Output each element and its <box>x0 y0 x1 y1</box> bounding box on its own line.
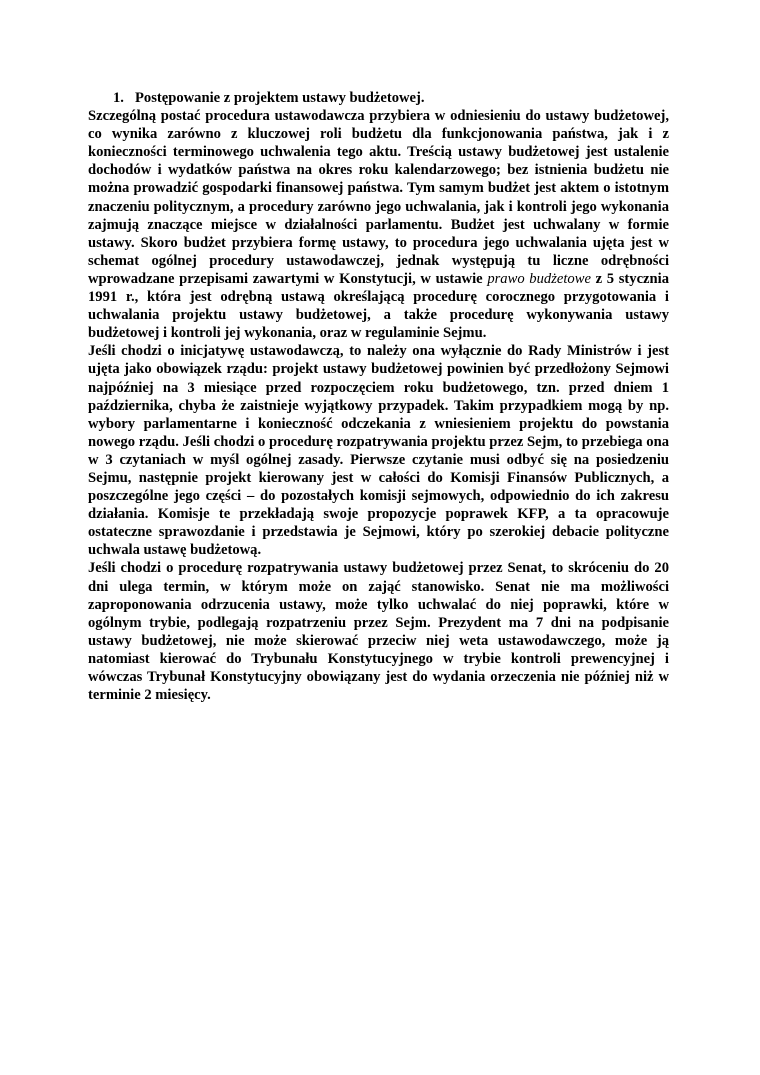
paragraph-budget-procedure <box>88 107 669 342</box>
paragraph-1-text-end: z 5 stycznia 1991 r., która jest odrębną ustawą określającą procedurę corocznego przygotowania i uchwalania projektu ustawy budżetowej, a także procedurę wykonywania ustawy budżetowej i kontroli jej wykonania, oraz w regulaminie Sejmu. <box>88 270 669 342</box>
paragraph-1-italic-act-name: prawo budżetowe <box>487 270 591 287</box>
section-number: 1. <box>113 90 124 106</box>
paragraph-senate-procedure: Jeśli chodzi o procedurę rozpatrywania ustawy budżetowej przez Senat, to skróceniu do 20 dni ulega termin, w którym może on zająć stanowisko. Senat nie ma możliwości zaproponowania odrzucenia ustawy, może tylko uchwalać do niej poprawki, które w ogólnym trybie, podlegają rozpatrzeniu przez Sejm. Prezydent ma 7 dni na podpisanie ustawy budżetowej, nie może skierować przeciw niej weta ustawodawczego, może ją natomiast kierować do Trybunału Konstytucyjnego w trybie kontroli prewencyjnej i wówczas Trybunał Konstytucyjny obowiązany jest do wydania orzeczenia nie później niż w terminie 2 miesięcy. <box>88 560 669 704</box>
section-title: Postępowanie z projektem ustawy budżetowej. <box>135 90 425 106</box>
document-page <box>88 89 669 704</box>
paragraph-legislative-initiative: Jeśli chodzi o inicjatywę ustawodawczą, to należy ona wyłącznie do Rady Ministrów i jest ujęta jako obowiązek rządu: projekt ustawy budżetowej powinien być przedłożony Sejmowi najpóźniej na 3 miesiące przed rozpoczęciem roku budżetowego, tzn. przed dniem 1 października, chyba że zaistnieje wyjątkowy przypadek. Takim przypadkiem mogą by np. wybory parlamentarne i konieczność odczekania z wniesieniem projektu do powstania nowego rządu. Jeśli chodzi o procedurę rozpatrywania projektu przez Sejm, to przebiega ona w 3 czytaniach w myśl ogólnej zasady. Pierwsze czytanie musi odbyć się na posiedzeniu Sejmu, następnie projekt kierowany jest w całości do Komisji Finansów Publicznych, a poszczególne jego części – do pozostałych komisji sejmowych, odpowiednio do ich zakresu działania. Komisje te przekładają swoje propozycje poprawek KFP, a ta opracowuje ostateczne sprawozdanie i przedstawia je Sejmowi, który po szerokiej debacie polityczne uchwala ustawę budżetową. <box>88 343 669 559</box>
section-heading <box>88 89 669 107</box>
paragraph-1-text-start: Szczególną postać procedura ustawodawcza przybiera w odniesieniu do ustawy budżetowej, co wynika zarówno z kluczowej roli budżetu dla funkcjonowania państwa, jak i z konieczności terminowego uchwalenia tego aktu. Treścią ustawy budżetowej jest ustalenie dochodów i wydatków państwa na okres roku kalendarzowego; bez istnienia budżetu nie można prowadzić gospodarki finansowej państwa. Tym samym budżet jest aktem o istotnym znaczeniu politycznym, a procedury zarówno jego uchwalania, jak i kontroli jego wykonania zajmują znaczące miejsce w działalności parlamentu. Budżet jest uchwalany w formie ustawy. Skoro budżet przybiera formę ustawy, to procedura jego uchwalania ujęta jest w schemat ogólnej procedury ustawodawczej, jednak występują tu liczne odrębności wprowadzane przepisami zawartymi w Konstytucji, w ustawie <box>88 108 669 287</box>
